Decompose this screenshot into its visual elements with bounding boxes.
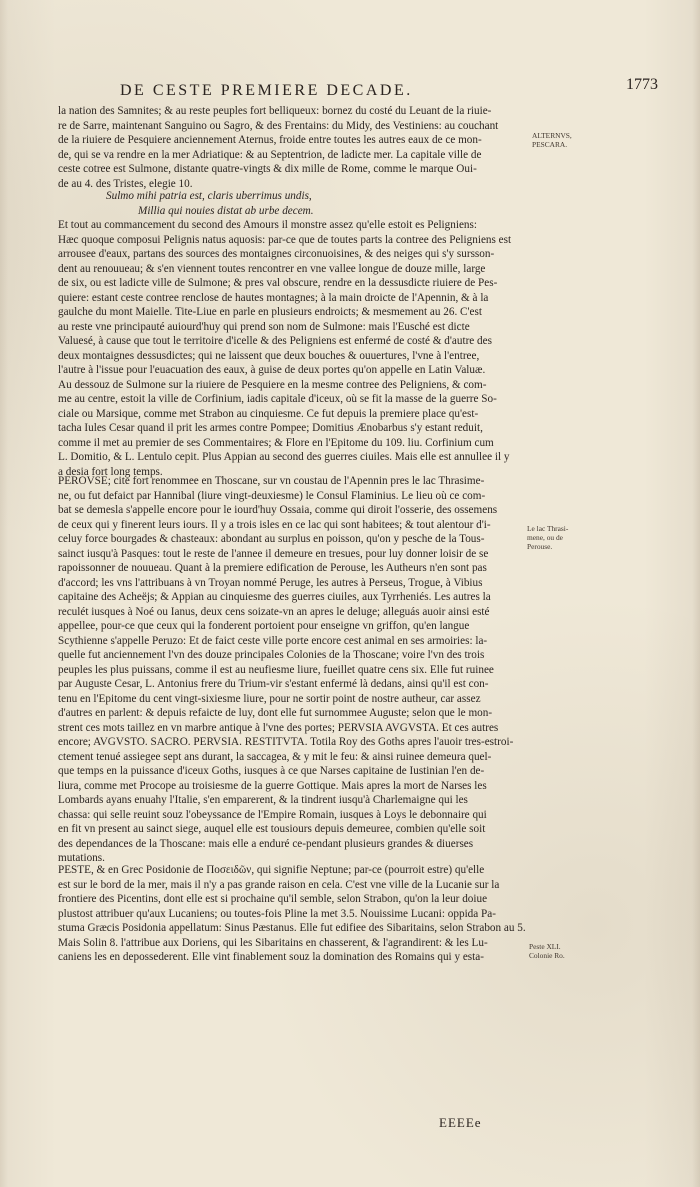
text-line: de ceux qui y finerent leurs iours. Il y a trois isles en ce lac qui sont habitees; & tout alentour d'i- [58,518,491,531]
text-line: stuma Græcis Posidonia appellatum: Sinus Pæstanus. Elle fut edifiee des Sibaritains, selon Strabon au 5. [58,922,526,934]
text-line: Au dessouz de Sulmone sur la riuiere de Pesquiere en la mesme contree des Peligniens, & com- [58,378,487,391]
text-line: sainct iusqu'à Pasques: tout le reste de l'annee il demeure en tresues, pour luy donner loisir de se [58,547,489,560]
text-line: PESTE, & en Grec Posidonie de Ποσειδῶν, qui signifie Neptune; par-ce (pourroit estre) qu'elle [58,864,485,876]
margin-note-lac-thrasimene: Le lac Thrasi- mene, ou de Perouse. [527,524,569,551]
text-line: de six, ou est ladicte ville de Sulmone; & pres val obscure, rendre en la dessusdicte riuiere de Pes- [58,277,498,289]
text-line: chassa: qui selle reuint souz l'obeyssance de l'Empire Romain, iusques à Loys le debonnaire qui [58,808,487,821]
margin-note-peste-colonie: Peste XLI. Colonie Ro. [529,942,565,960]
text-line: capitaine des Acheëjs; & Appian au cinquiesme des guerres ciuiles, aux Tyrrheniés. Les autres la [58,591,491,603]
text-line: l'autre à l'issue pour l'euacuation des eaux, à guise de deux portes qu'on appelle en Latin Valuæ. [58,364,486,376]
text-line: d'autres en parlent: & depuis refaicte de luy, dont elle fut surnommee Auguste; selon que le mon- [58,707,493,719]
text-line: plustost attribuer qu'aux Lucaniens; ou toutes-fois Pline la met 3.5. Nouissime Lucani: oppida Pa- [58,907,496,920]
text-line: ceste cotree est Sulmone, distante quatre-vingts & dix mille de Rome, comme le marque Oui- [58,163,477,175]
text-line: re de Sarre, maintenant Sanguino ou Sagro, & des Frentains: du Midy, des Vestiniens: au couchant [58,119,499,132]
text-line: comme il met au premier de ses Commentaires; & Flore en l'Epitome du 109. liu. Corfinium cum [58,436,494,449]
text-line: la nation des Samnites; & au reste peuples fort belliqueux: bornez du costé du Leuant de la riuie- [58,105,492,117]
text-line: d'accord; les vns l'attribuans à vn Troyan nommé Peruge, les autres à Perseus, Trogue, à Vibius [58,576,483,589]
text-line: de, qui se va rendre en la mer Adriatique: & au Septentrion, de ladicte mer. La capitale ville de [58,148,482,161]
text-line: encore; AVGVSTO. SACRO. PERVSIA. RESTITVTA. Totila Roy des Goths apres l'auoir tres-estroi- [58,736,514,748]
latin-citation [58,189,526,218]
text-line: strent ces mots taillez en vn marbre antique à l'vne des portes; PERVSIA AVGVSTA. Et ces autres [58,721,499,734]
text-line: tacha Iules Cesar quand il prit les armes contre Pompee; Domitius Ænobarbus s'y estant reduit, [58,422,483,434]
paragraph-samnites [58,104,526,191]
text-line: gaulche du mont Maielle. Tite-Liue en parle en plusieurs endroicts; & mesmement au 26. C'est [58,306,482,318]
text-line: bat se demesla s'appelle encore pour le iourd'huy Ossaia, comme qui diroit l'osserie, des ossemens [58,504,498,516]
text-line: des dependances de la Thoscane: mais elle a enduré ce-pendant plusieurs grandes & diuerses [58,837,474,850]
text-line: dent au renouueau; & s'en viennent toutes rencontrer en vne vallee longue de douze mille, large [58,262,486,275]
page-signature: EEEEe [439,1115,482,1130]
text-line: Hæc quoque composui Pelignis natus aquosis: par-ce que de toutes parts la contree des Peligniens est [58,233,512,246]
text-line: de au 4. des Tristes, elegie 10. [58,177,193,190]
text-line: ctement tenué assiegee sept ans durant, la saccagea, & y mit le feu: & ainsi ruinee demeura quel- [58,750,492,763]
text-line: arrousee d'eaux, partans des sources des montaignes circonuoisines, & des neiges qui s'y sursson- [58,248,495,260]
text-line: au reste vne principauté auiourd'huy qui prend son nom de Sulmone: mais l'Eusché est dicte [58,320,470,333]
text-line: Lombards ayans enuahy l'Italie, s'en emparerent, & la tindrent iusqu'à Charlemaigne qui les [58,794,468,806]
text-line: est sur le bord de la mer, mais il n'y a pas grande raison en cela. C'est vne ville de la Lucanie sur la [58,878,500,891]
text-line: caniens les en depossederent. Elle vint finablement souz la domination des Romains qui y esta- [58,951,484,963]
text-line: Mais Solin 8. l'attribue aux Doriens, qui les Sibaritains en chasserent, & l'agrandirent: & les Lu- [58,936,488,949]
text-line: de la riuiere de Pesquiere anciennement Aternus, froide entre toutes les autres eaux de ce mon- [58,134,482,146]
text-line: quelle fut anciennement l'vn des douze principales Colonies de la Thoscane; voire l'vn des trois [58,649,485,661]
text-line: Et tout au commancement du second des Amours il monstre assez qu'elle estoit es Peligniens: [58,219,477,231]
text-line: PEROVSE; cite fort renommee en Thoscane, sur vn coustau de l'Apennin pres le lac Thrasime- [58,475,485,487]
text-line: deux montaignes dessusdictes; qui ne laissent que deux bouches & ouuertures, l'vne à l'entree, [58,349,480,362]
margin-note-alternus: ALTERNVS, PESCARA. [532,131,572,149]
paragraph-peligniens [58,218,526,479]
text-line: celuy force bourgades & chasteaux: abondant au surplus en poisson, qu'on y pesche de la Tous- [58,533,485,545]
citation-line: Sulmo mihi patria est, claris uberrimus undis, [106,190,312,202]
left-page-edge [0,0,8,1187]
text-line: frontiere des Picentins, dont elle est si prochaine qu'il semble, selon Strabon, qu'on la leur doiue [58,893,488,905]
text-line: par Auguste Cesar, L. Antonius frere du Trium-vir s'estant enfermé là dedans, ainsi qu'il est con- [58,678,489,690]
text-line: rapoissonner de nouueau. Quant à la premiere edification de Perouse, les Autheurs n'en sont pas [58,562,487,574]
text-line: tenu en l'Epitome du cent vingt-sixiesme liure, pour ne sortir point de nostre autheur, car assez [58,692,481,705]
right-page-edge [692,0,700,1187]
text-line: me au centre, estoit la ville de Corfinium, iadis capitale d'iceux, où se fit la masse de la guerre So- [58,393,497,405]
text-line: Valuesé, à cause que tout le territoire d'icelle & des Peligniens est enfermé de costé & d'autre des [58,335,492,347]
folio-number: 1773 [626,76,658,93]
text-line: ciale ou Marsique, comme met Strabon au cinquiesme. Ce fut depuis la premiere place qu'est- [58,407,479,420]
text-line: quiere: estant ceste contree renclose de hautes montagnes; à la main droicte de l'Apennin, & à la [58,291,489,304]
citation-line: Millia qui nouies distat ab urbe decem. [138,204,314,217]
text-line: que temps en la puissance d'iceux Goths, iusques à ce que Narses capitaine de Iustinian l'en de- [58,765,485,777]
paragraph-perouse [58,474,526,866]
text-line: peuples les plus puissans, comme il est au neufiesme liure, fueillet quatre cens six. Elle fut ruinee [58,663,494,676]
text-line: a desia fort long temps. [58,465,163,478]
text-line: liura, comme met Procope au troisiesme de la guerre Gottique. Mais apres la mort de Narses les [58,779,487,792]
paragraph-peste [58,863,526,965]
text-line: en fit vn present au sainct siege, auquel elle est tousiours depuis demeuree, combien qu'elle soit [58,823,486,835]
text-line: reculét iusques à Noé ou Ianus, deux cens soizate-vn an apres le deluge; alleguás auoir ainsi esté [58,605,490,618]
text-line: L. Domitio, & L. Lentulo cepit. Plus Appian au second des guerres ciuiles. Mais elle est annullee il y [58,451,510,463]
running-head: DE CESTE PREMIERE DECADE. [120,82,413,99]
main-text-column [58,104,526,1128]
text-line: Scythienne s'appelle Peruzo: Et de faict ceste ville porte encore cest animal en ses armoiries: la- [58,634,488,647]
text-line: appellee, pour-ce que ceux qui la fonderent portoient pour enseigne vn griffon, qu'en langue [58,620,470,632]
text-line: ne, ou fut defaict par Hannibal (liure vingt-deuxiesme) le Consul Flaminius. Le lieu où ce com- [58,489,486,502]
text-line: mutations. [58,852,105,864]
